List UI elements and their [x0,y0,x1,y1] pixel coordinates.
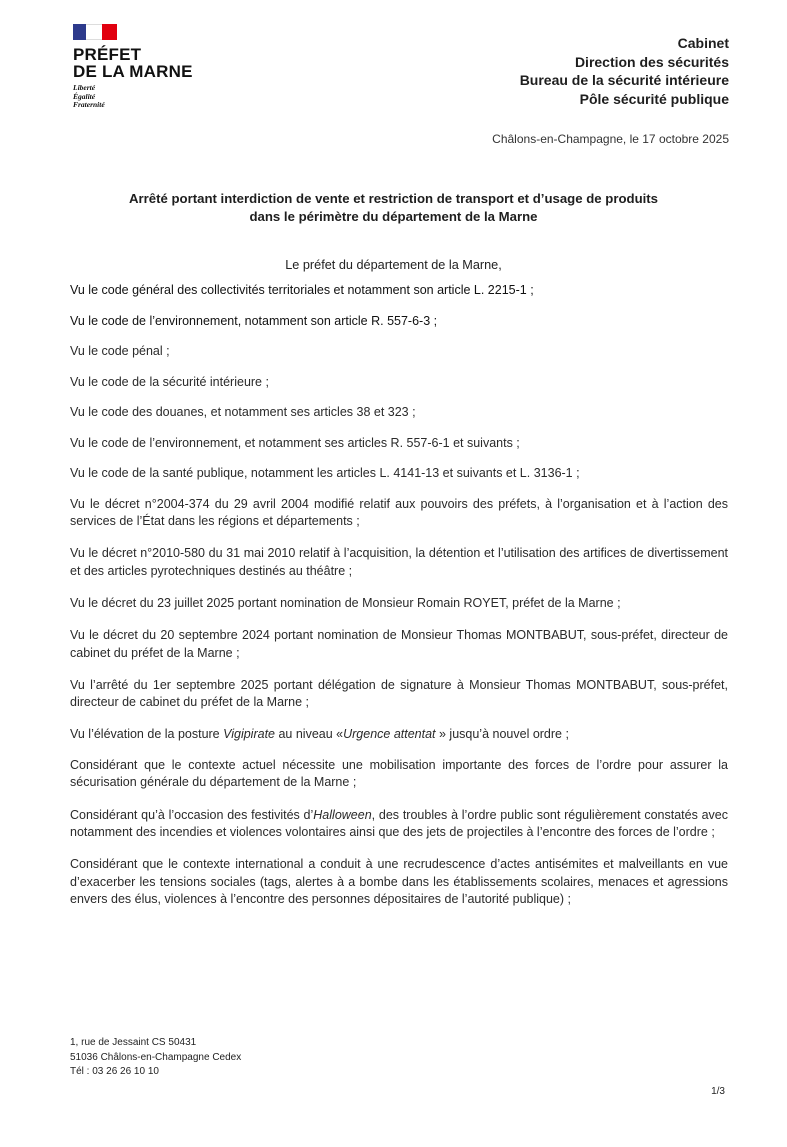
paragraph: Vu le code général des collectivités territoriales et notamment son article L. 2215-1 ; [70,283,534,297]
document-title [60,190,727,226]
paragraph: Considérant que le contexte actuel nécessite une mobilisation importante des forces de l’ordre pour assurer la sécurisation générale du département de la Marne ; [70,757,728,790]
republic-motto [73,84,203,110]
text-run: , des troubles à l’ordre public sont régulièrement constatés avec notamment des incendies et violences volontaires ainsi que des jets de projectiles à l’encontre des forces de l’ordre ; [70,807,728,840]
alert-level-term: Urgence attentat [343,727,436,742]
service-line-direction: Direction des sécurités [574,53,729,70]
paragraph: Vu le code de l’environnement, notamment son article R. 557-6-3 ; [70,313,438,328]
prefet-line-2: DE LA MARNE [73,62,193,81]
motto-liberte: Liberté [73,83,96,92]
halloween-term: Halloween [313,807,372,822]
prefecture-logo [73,24,203,110]
title-line-1: Arrêté portant interdiction de vente et restriction de transport et d’usage de produits [128,191,659,206]
text-run: » jusqu’à nouvel ordre ; [435,727,569,742]
prefet-name [73,46,203,80]
text-run: Considérant qu’à l’occasion des festivités d’ [70,807,314,822]
service-line-cabinet: Cabinet [677,35,729,51]
marianne-flag-icon [73,24,117,40]
paragraph: Considérant que le contexte international a conduit à une recrudescence d’actes antisémites et malveillants en vue d’exacerber les tensions sociales (tags, alertes à a bombe dans les établissements scolaires, menaces et agressions envers des élus, violences à l’encontre des personnes dépositaires de l’autorité publique) ; [70,857,728,907]
paragraph: Vu le code pénal ; [70,344,170,358]
address-street: 1, rue de Jessaint CS 50431 [70,1037,197,1048]
document-body [70,282,728,924]
text-run: Vu l’élévation de la posture [70,727,224,742]
paragraph: Vu le code des douanes, et notamment ses articles 38 et 323 ; [70,405,416,419]
postal-address [70,1036,241,1080]
paragraph: Vu le code de la sécurité intérieure ; [70,374,269,389]
paragraph: Vu le code de la santé publique, notamment les articles L. 4141-13 et suivants et L. 3136-1 ; [70,466,580,480]
page-number: 1/3 [711,1086,725,1097]
paragraph [70,726,728,744]
paragraph: Vu le code de l’environnement, et notamment ses articles R. 557-6-1 et suivants ; [70,435,520,450]
paragraph: Vu le décret n°2010-580 du 31 mai 2010 relatif à l’acquisition, la détention et l’utilisation des artifices de divertissement et des articles pyrotechniques destinés au théâtre ; [70,546,728,578]
paragraph: Vu le décret n°2004-374 du 29 avril 2004 modifié relatif aux pouvoirs des préfets, à l’organisation et à l’action des services de l’État dans les régions et départements ; [70,496,728,528]
text-run: au niveau « [275,727,344,742]
service-line-pole: Pôle sécurité publique [579,90,729,107]
issuing-service [520,34,729,108]
issuing-authority: Le préfet du département de la Marne, [285,258,502,272]
title-line-2: dans le périmètre du département de la Marne [249,209,538,224]
address-city: 51036 Châlons-en-Champagne Cedex [70,1051,242,1063]
motto-egalite: Égalité [73,91,96,101]
address-phone: Tél : 03 26 26 10 10 [70,1066,159,1077]
paragraph: Vu l’arrêté du 1er septembre 2025 portant délégation de signature à Monsieur Thomas MONTBABUT, sous-préfet, directeur de cabinet du préfet de la Marne ; [70,677,728,710]
service-line-bureau: Bureau de la sécurité intérieure [519,72,729,88]
paragraph: Vu le décret du 23 juillet 2025 portant nomination de Monsieur Romain ROYET, préfet de la Marne ; [70,595,621,610]
paragraph: Vu le décret du 20 septembre 2024 portant nomination de Monsieur Thomas MONTBABUT, sous-préfet, directeur de cabinet du préfet de la Marne ; [70,628,728,660]
dateline: Châlons-en-Champagne, le 17 octobre 2025 [492,132,729,146]
motto-fraternite: Fraternité [73,100,105,109]
paragraph [70,807,728,842]
prefet-line-1: PRÉFET [73,45,142,64]
vigipirate-term: Vigipirate [223,727,275,742]
